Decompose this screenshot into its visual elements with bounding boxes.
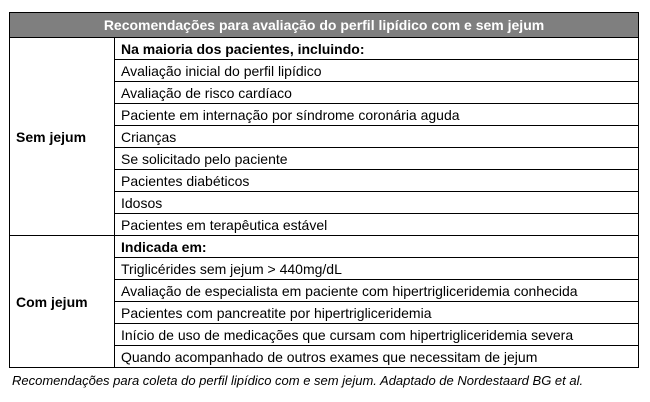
- list-item: Triglicérides sem jejum > 440mg/dL: [115, 258, 639, 280]
- list-item: Avaliação inicial do perfil lipídico: [115, 60, 639, 82]
- recommendations-table: [9, 12, 639, 368]
- list-item: Se solicitado pelo paciente: [115, 148, 639, 170]
- table-caption: Recomendações para coleta do perfil lipídico com e sem jejum. Adaptado de Nordestaard BG et al.: [12, 373, 584, 388]
- group-label-sem-jejum: Sem jejum: [10, 38, 115, 236]
- list-item: Início de uso de medicações que cursam com hipertrigliceridemia severa: [115, 324, 639, 346]
- table-row: [10, 38, 639, 60]
- list-item: Avaliação de especialista em paciente com hipertrigliceridemia conhecida: [115, 280, 639, 302]
- group-intro-com-jejum: Indicada em:: [115, 236, 639, 258]
- list-item: Pacientes com pancreatite por hipertrigliceridemia: [115, 302, 639, 324]
- list-item: Pacientes diabéticos: [115, 170, 639, 192]
- group-intro-sem-jejum: Na maioria dos pacientes, incluindo:: [115, 38, 639, 60]
- table-row: [10, 236, 639, 258]
- list-item: Idosos: [115, 192, 639, 214]
- recommendations-table-container: [9, 12, 638, 368]
- list-item: Avaliação de risco cardíaco: [115, 82, 639, 104]
- table-title: Recomendações para avaliação do perfil lipídico com e sem jejum: [10, 13, 639, 38]
- group-label-com-jejum: Com jejum: [10, 236, 115, 368]
- list-item: Crianças: [115, 126, 639, 148]
- list-item: Pacientes em terapêutica estável: [115, 214, 639, 236]
- list-item: Paciente em internação por síndrome coronária aguda: [115, 104, 639, 126]
- list-item: Quando acompanhado de outros exames que necessitam de jejum: [115, 346, 639, 368]
